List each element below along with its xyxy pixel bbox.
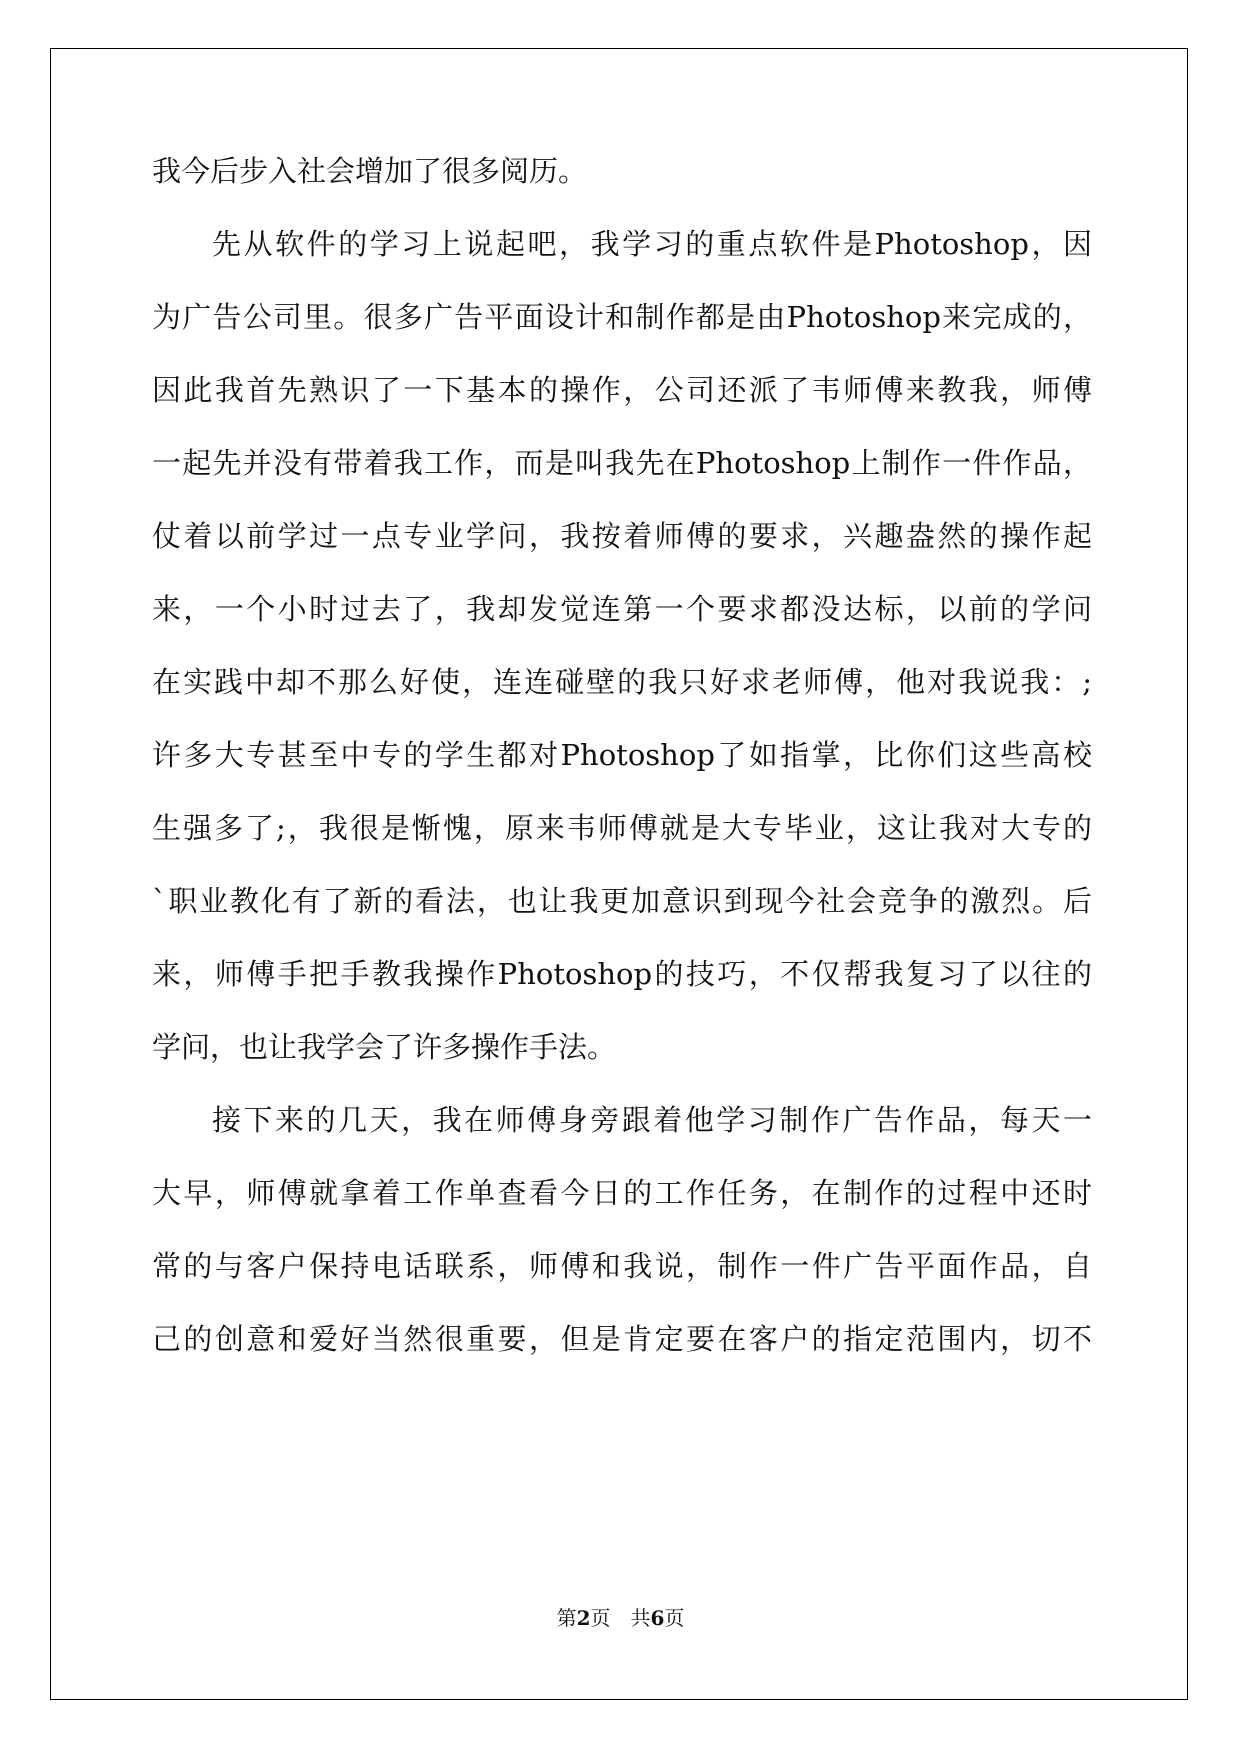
text-line: 生强多了;，我很是惭愧，原来韦师傅就是大专毕业，这让我对大专的	[152, 811, 1092, 845]
text-line: 接下来的几天，我在师傅身旁跟着他学习制作广告作品，每天一	[212, 1103, 1092, 1137]
text-line: 先从软件的学习上说起吧，我学习的重点软件是Photoshop，因	[212, 227, 1092, 261]
text-line: 为广告公司里。很多广告平面设计和制作都是由Photoshop来完成的，	[152, 300, 1092, 334]
text-line: 己的创意和爱好当然很重要，但是肯定要在客户的指定范围内，切不	[152, 1322, 1092, 1356]
current-page-number: 2	[576, 1606, 591, 1630]
total-page-number: 6	[650, 1606, 665, 1630]
text-line: 来，一个小时过去了，我却发觉连第一个要求都没达标，以前的学问	[152, 592, 1092, 626]
page-label-prefix: 第	[556, 1606, 577, 1630]
text-line: 来，师傅手把手教我操作Photoshop的技巧，不仅帮我复习了以往的	[152, 957, 1092, 991]
text-line: 因此我首先熟识了一下基本的操作，公司还派了韦师傅来教我，师傅	[152, 373, 1092, 407]
text-line: 仗着以前学过一点专业学问，我按着师傅的要求，兴趣盎然的操作起	[152, 519, 1092, 553]
text-line: 一起先并没有带着我工作，而是叫我先在Photoshop上制作一件作品，	[152, 446, 1092, 480]
text-line: 学问，也让我学会了许多操作手法。	[152, 1030, 617, 1064]
page-label-suffix: 页	[664, 1606, 685, 1630]
text-line: 常的与客户保持电话联系，师傅和我说，制作一件广告平面作品，自	[152, 1249, 1092, 1283]
text-line: 我今后步入社会增加了很多阅历。	[152, 154, 588, 188]
text-line: 大早，师傅就拿着工作单查看今日的工作任务，在制作的过程中还时	[152, 1176, 1092, 1210]
page-label-middle: 页 共	[590, 1606, 651, 1630]
text-line: 在实践中却不那么好使，连连碰壁的我只好求老师傅，他对我说我：;	[152, 665, 1092, 699]
text-line: 许多大专甚至中专的学生都对Photoshop了如指掌，比你们这些高校	[152, 738, 1092, 772]
page-footer	[0, 1602, 1241, 1631]
text-line: `职业教化有了新的看法，也让我更加意识到现今社会竞争的激烈。后	[152, 884, 1092, 918]
